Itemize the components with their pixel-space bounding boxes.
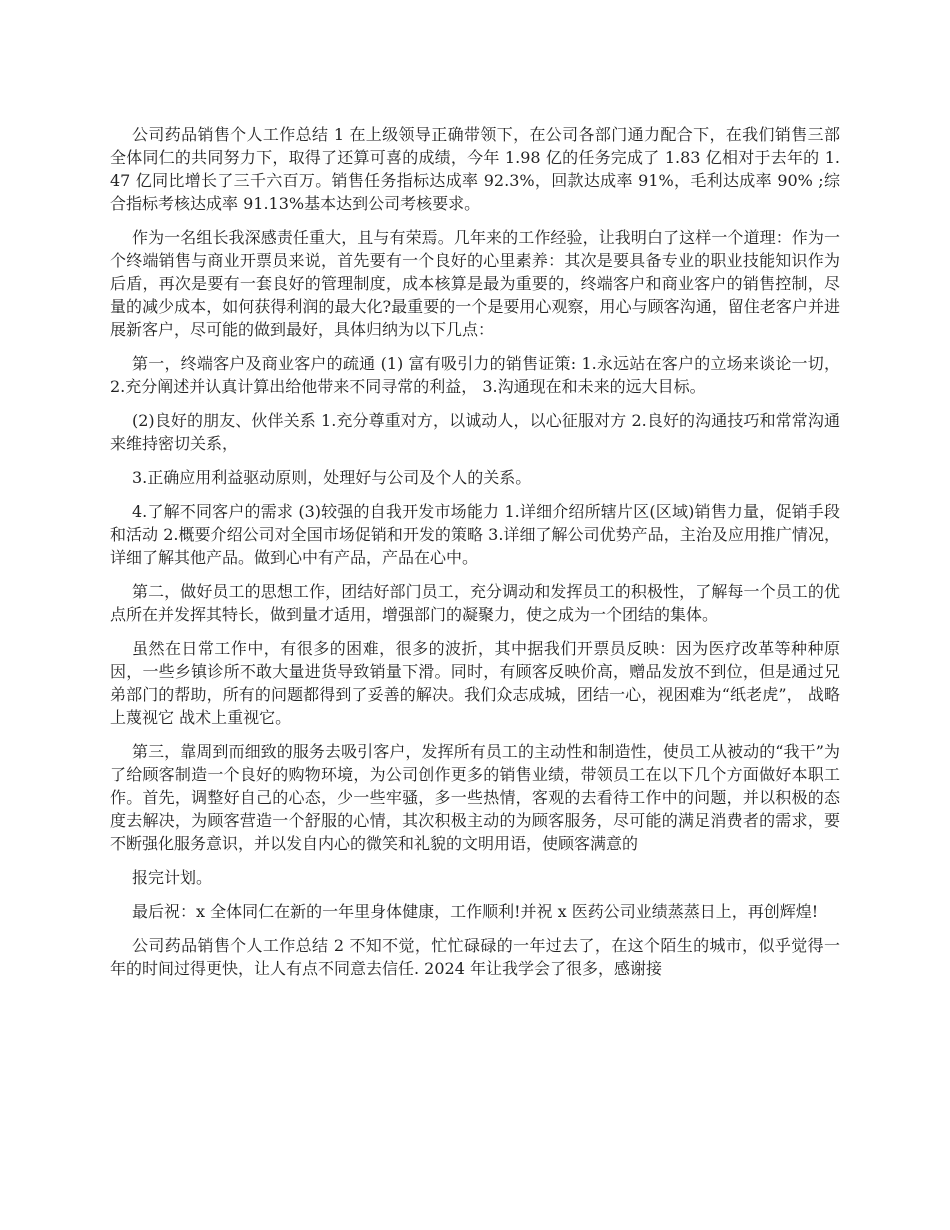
paragraph-5: 3.正确应用利益驱动原则，处理好与公司及个人的关系。	[132, 468, 532, 487]
document-page	[110, 123, 840, 991]
paragraph-8: 虽然在日常工作中，有很多的困难，很多的波折，其中据我们开票员反映：因为医疗改革等种种原因，一些乡镇诊所不敢大量进货导致销量下滑。同时，有顾客反映价高，赠品发放不到位，但是通过兄弟部门的帮助，所有的问题都得到了妥善的解决。我们众志成城，团结一心，视困难为“纸老虎”， 战略上蔑视它 战术上重视它。	[110, 639, 840, 727]
paragraph-12: 公司药品销售个人工作总结 2 不知不觉，忙忙碌碌的一年过去了，在这个陌生的城市，似乎觉得一年的时间过得更快，让人有点不同意去信任. 2024 年让我学会了很多，感谢接	[110, 936, 840, 978]
paragraph-1: 公司药品销售个人工作总结 1 在上级领导正确带领下，在公司各部门通力配合下，在我们销售三部全体同仁的共同努力下，取得了还算可喜的成绩，今年 1.98 亿的任务完成了 1.83 亿相对于去年的 1.47 亿同比增长了三千六百万。销售任务指标达成率 92.3%，回款达成率 91%，毛利达成率 90% ;综合指标考核达成率 91.13%基本达到公司考核要求。	[110, 125, 840, 213]
paragraph-9: 第三，靠周到而细致的服务去吸引客户，发挥所有员工的主动性和制造性，使员工从被动的“我干”为了给顾客制造一个良好的购物环境，为公司创作更多的销售业绩，带领员工在以下几个方面做好本职工作。首先，调整好自己的心态，少一些牢骚，多一些热情，客观的去看待工作中的问题，并以积极的态度去解决，为顾客营造一个舒服的心情，其次积极主动的为顾客服务，尽可能的满足消费者的需求，要不断强化服务意识，并以发自内心的微笑和礼貌的文明用语，使顾客满意的	[110, 742, 840, 853]
paragraph-11: 最后祝：x 全体同仁在新的一年里身体健康，工作顺利!并祝 x 医药公司业绩蒸蒸日上，再创辉煌!	[132, 902, 819, 921]
paragraph-6: 4.了解不同客户的需求 (3)较强的自我开发市场能力 1.详细介绍所辖片区(区域)销售力量，促销手段和活动 2.概要介绍公司对全国市场促销和开发的策略 3.详细了解公司优势产品，主治及应用推广情况，详细了解其他产品。做到心中有产品，产品在心中。	[110, 502, 840, 567]
paragraph-3: 第一，终端客户及商业客户的疏通 (1) 富有吸引力的销售证策: 1.永远站在客户的立场来谈论一切， 2.充分阐述并认真计算出给他带来不同寻常的利益， 3.沟通现在和未来的远大目标。	[110, 354, 840, 396]
paragraph-10: 报完计划。	[132, 868, 213, 887]
paragraph-7: 第二，做好员工的思想工作，团结好部门员工，充分调动和发挥员工的积极性，了解每一个员工的优点所在并发挥其特长，做到量才适用，增强部门的凝聚力，使之成为一个团结的集体。	[110, 582, 840, 624]
paragraph-4: (2)良好的朋友、伙伴关系 1.充分尊重对方，以诚动人，以心征服对方 2.良好的沟通技巧和常常沟通来维持密切关系，	[110, 411, 840, 453]
paragraph-2: 作为一名组长我深感责任重大，且与有荣焉。几年来的工作经验，让我明白了这样一个道理：作为一个终端销售与商业开票员来说，首先要有一个良好的心里素养：其次是要具备专业的职业技能知识作为后盾，再次是要有一套良好的管理制度，成本核算是最为重要的，终端客户和商业客户的销售控制，尽量的减少成本，如何获得利润的最大化?最重要的一个是要用心观察，用心与顾客沟通，留住老客户并进展新客户，尽可能的做到最好，具体归纳为以下几点：	[110, 228, 840, 339]
